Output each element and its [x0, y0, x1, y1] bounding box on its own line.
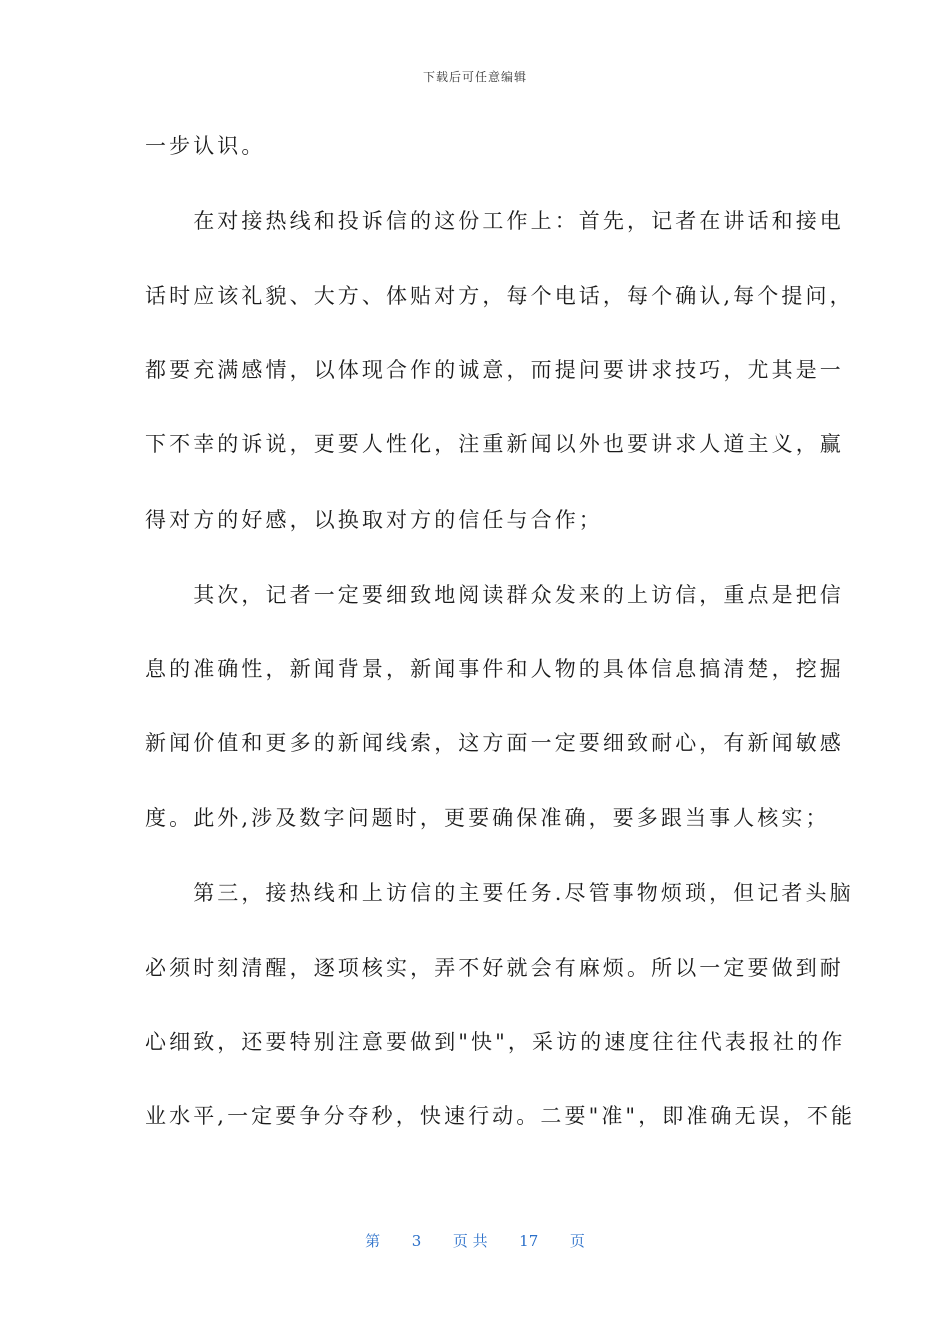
- text-line: 新闻价值和更多的新闻线索，这方面一定要细致耐心，有新闻敏感: [145, 731, 844, 755]
- text-line: 一步认识。: [145, 134, 266, 158]
- footer-ye-gong: 页 共: [452, 1232, 488, 1250]
- text-line: 业水平,一定要争分夺秒，快速行动。二要"准"，即准确无误，不能: [145, 1104, 856, 1128]
- footer-ye: 页: [569, 1232, 585, 1250]
- footer-di: 第: [365, 1232, 381, 1250]
- text-line: 其次，记者一定要细致地阅读群众发来的上访信，重点是把信: [145, 583, 844, 607]
- text-line: 下不幸的诉说，更要人性化，注重新闻以外也要讲求人道主义，赢: [145, 432, 844, 456]
- text-line: 得对方的好感，以换取对方的信任与合作；: [145, 508, 603, 532]
- text-line: 息的准确性，新闻背景，新闻事件和人物的具体信息搞清楚，挖掘: [145, 657, 844, 681]
- text-line: 必须时刻清醒，逐项核实，弄不好就会有麻烦。所以一定要做到耐: [145, 956, 844, 980]
- page-footer: [0, 1230, 950, 1251]
- text-line: 在对接热线和投诉信的这份工作上：首先，记者在讲话和接电: [145, 209, 844, 233]
- header-note: 下载后可任意编辑: [422, 70, 527, 84]
- text-line: 心细致，还要特别注意要做到"快"，采访的速度往往代表报社的作: [145, 1030, 846, 1054]
- footer-page-number: 3: [411, 1232, 422, 1250]
- text-line: 第三，接热线和上访信的主要任务.尽管事物烦琐，但记者头脑: [145, 881, 854, 905]
- footer-total-pages: 17: [519, 1232, 539, 1250]
- text-line: 话时应该礼貌、大方、体贴对方，每个电话，每个确认,每个提问，: [145, 284, 854, 308]
- text-line: 都要充满感情，以体现合作的诚意，而提问要讲求技巧，尤其是一: [145, 358, 844, 382]
- text-line: 度。此外,涉及数字问题时，更要确保准确，要多跟当事人核实；: [145, 806, 830, 830]
